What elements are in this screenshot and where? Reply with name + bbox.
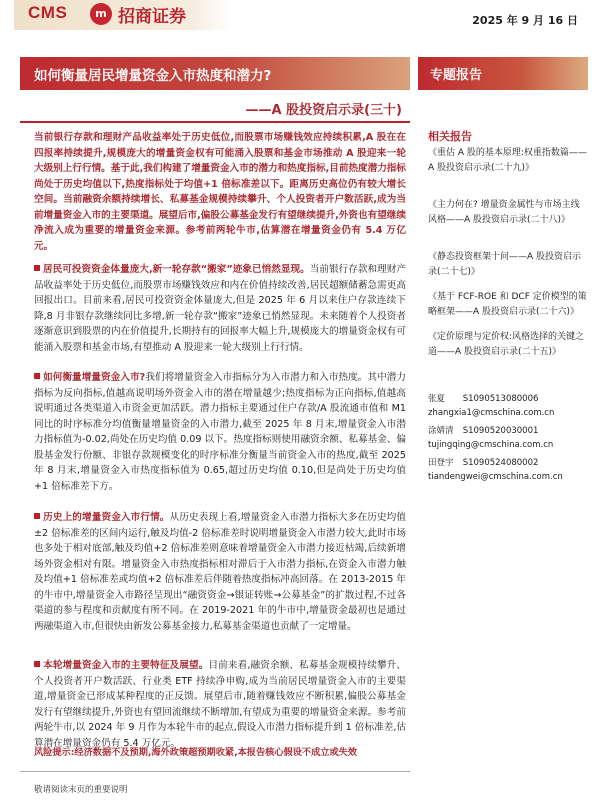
section-text: 从历史表现上看,增量资金入市潜力指标大多在历史均值±2 倍标准差的区间内运行,触及均值-2 倍标准差时说明增量资金入市潜力较大,此时市场也多处于相对底部,触及均值+2 倍标准差则意味着增量资金入市潜力接近枯竭,后续新增场外资金相对有限。增量资金入市热度指标相对滞后于入市潜力指标,在资金入市潜力触及均值+1 倍标准差或均值+2 倍标准差后伴随着热度指标冲高回落。在 2013-2015 年的牛市中,增量资金入市路径呈现出“融资资金→银证转账→公募基金”的扩散过程,不过各渠道的参与程度和贡献度有所不同。在 2019-2021 年的牛市中,增量资金最初也是通过两融渠道入市,但很快由新发公募基金接力,私募基金渠道也贡献了一定增量。 (34, 512, 406, 632)
related-report-link[interactable]: 《主力何在? 增量资金属性与市场主线风格——A 股投资启示录(二十八)》 (428, 200, 580, 225)
section-text: 我们将增量资金入市指标分为入市潜力和入市热度。其中潜力指标为反向指标,值越高说明场外资金入市的潜在增量越少;热度指标为正向指标,值越高说明通过各类渠道入市资金更加活跃。潜力指标主要通过住户存款/A 股流通市值和 M1 同比的时序标准分均值衡量增量资金的入市潜力,截至 2025 年 8 月末,增量资金入市潜力指标值为-0.02,尚处在历史均值 0.09 以下。热度指标则使用融资余额、私募基金、偏股基金发行份额、非银存款规模变化的时序标准分衡量当前资金入市的热度,截至 2025 年 8 月末,增量资金入市热度指标值为 0.65,超过历史均值 0.10,但是尚处于历史均值+1 倍标准差下方。 (34, 372, 406, 492)
analyst-entry (428, 424, 538, 436)
section-paragraph (34, 370, 406, 494)
section-heading: 居民可投资资金体量庞大,新一轮存款“搬家”迹象已悄然显现。 (43, 264, 310, 275)
section-heading: 历史上的增量资金入市行情。 (43, 512, 170, 523)
section-paragraph (34, 510, 406, 634)
logo-text-en: CMS (28, 3, 68, 22)
logo-text-cn: 招商证券 (118, 7, 186, 27)
report-subtitle: ——A 股投资启示录(三十) (245, 103, 402, 118)
bullet-icon (34, 265, 40, 271)
related-reports-heading: 相关报告 (428, 130, 472, 143)
analyst-id: S1090520030001 (462, 426, 539, 436)
title-divider (20, 121, 410, 123)
analyst-entry (428, 456, 538, 468)
sidebar-section-title: 专题报告 (430, 68, 483, 83)
related-report-link[interactable]: 《定价原理与定价权:风格选择的关键之道——A 股投资启示录(二十五)》 (428, 332, 585, 357)
report-title: 如何衡量居民增量资金入市热度和潜力? (34, 68, 272, 84)
related-report-link[interactable]: 《基于 FCF-ROE 和 DCF 定价模型的策略框架——A 股投资启示录(二十六)》 (428, 292, 587, 317)
footer-disclaimer: 敬请阅读末页的重要说明 (34, 785, 128, 795)
related-report-link[interactable]: 《静态投资框架十问——A 股投资启示录(二十七)》 (428, 252, 582, 277)
analyst-id: S1090524080002 (462, 458, 539, 468)
analyst-name: 田登宇 (428, 458, 454, 468)
section-heading: 本轮增量资金入市的主要特征及展望。 (43, 660, 209, 671)
bullet-icon (34, 661, 40, 667)
section-heading: 如何衡量增量资金入市? (43, 372, 146, 383)
analyst-email[interactable]: tujingqing@cmschina.com.cn (428, 440, 554, 450)
analyst-email[interactable]: zhangxia1@cmschina.com.cn (428, 408, 555, 418)
risk-warning: 风险提示:经济数据不及预期,海外政策超预期收紧,本报告核心假设不成立或失效 (34, 747, 358, 758)
section-text: 目前来看,融资余额、私募基金规模持续攀升、个人投资者开户数活跃、行业类 ETF 持续净申购,成为当前居民增量资金入市的主要渠道,增量资金已形成某种程度的正反馈。展望后市,随着赚钱效应不断积累,偏股公募基金发行有望继续提升,外资也有望回流继续不断增加,有望成为重要的增量资金来源。参考前两轮牛市,以 2024 年 9 月作为本轮牛市的起点,假设入市潜力指标提升到 1 倍标准差,估算潜在增量资金仍有 5.4 万亿元。 (34, 660, 406, 749)
section-paragraph (34, 262, 406, 355)
footer-divider (20, 771, 410, 772)
section-text: 当前银行存款和理财产品收益率处于历史低位,而股票市场赚钱效应和内在价值持续改善,居民超额储蓄急需更高回报出口。目前来看,居民可投资资金体量庞大,但是 2025 年 6 月以来住户存款连续下降,8 月非银存款继续同比多增,新一轮存款“搬家”迹象已悄然显现。未来随着个人投资者逐渐意识到股票的内在价值提升,长期持有的回报率大幅上升,规模庞大的增量资金权有可能涌入股票和基金市场,有望推动 A 股迎来一轮大级别上行行情。 (34, 264, 407, 353)
analyst-name: 涂婧清 (428, 426, 454, 436)
analyst-id: S1090513080006 (462, 394, 539, 404)
analyst-entry (428, 392, 538, 404)
bullet-icon (34, 513, 40, 519)
report-date: 2025 年 9 月 16 日 (472, 14, 578, 27)
summary-paragraph: 当前银行存款和理财产品收益率处于历史低位,而股票市场赚钱效应持续积累,A 股在在四报率持续提升,规模庞大的增量资金权有可能涌入股票和基金市场推动 A 股迎来一轮大级别上行行情。基于此,我们构建了增量资金入市的潜力和热度指标,目前热度潜力指标尚处于历史均值以下,热度指标处于均值+1 倍标准差以下。距离历史高位仍有较大增长空间。当前融资余额持续增长、私募基金规模持续攀升、个人投资者开户数活跃,成为当前增量资金入市的主要渠道。展望后市,偏股公募基金发行有望继续提升,外资也有望继续净流入成为重要的增量资金来源。参考前两轮牛市,估算潜在增量资金仍有 5.4 万亿元。 (34, 132, 406, 252)
related-report-link[interactable]: 《重估 A 股的基本原理:权重指数篇——A 股投资启示录(二十九)》 (428, 148, 587, 173)
bullet-icon (34, 373, 40, 379)
analyst-email[interactable]: tiandengwei@cmschina.com.cn (428, 472, 563, 482)
analyst-name: 张夏 (428, 394, 446, 404)
logo-emblem-icon: m (90, 3, 112, 25)
section-paragraph (34, 658, 406, 751)
